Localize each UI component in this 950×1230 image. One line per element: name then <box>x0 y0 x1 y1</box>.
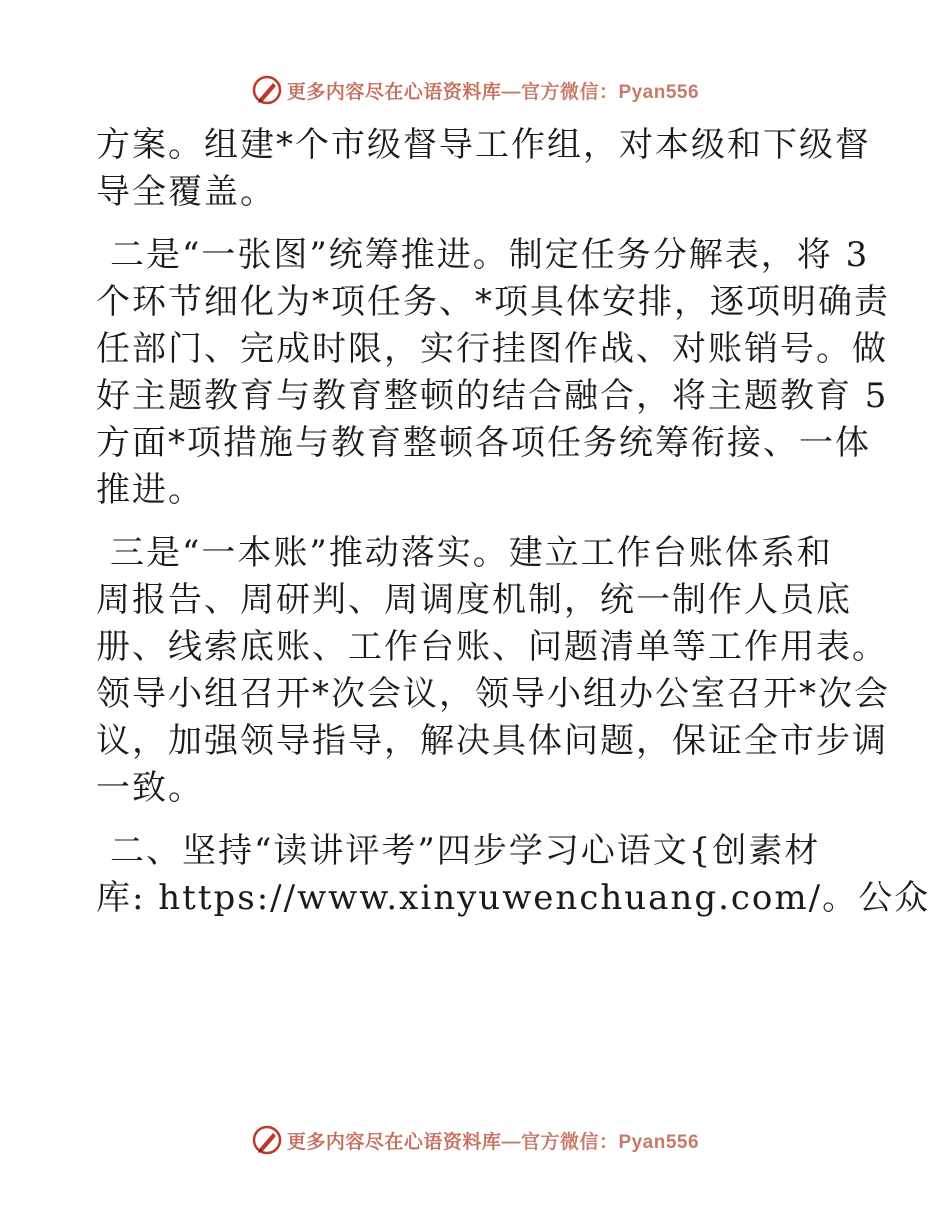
watermark-contact: 官方微信：Pyan556 <box>520 81 700 103</box>
paragraph-3 <box>96 530 890 812</box>
watermark-separator: — <box>501 81 521 103</box>
watermark-brand: 更多内容尽在心语资料库 <box>286 1131 502 1153</box>
document-body <box>96 122 931 922</box>
paragraph-4 <box>96 828 931 922</box>
pen-logo-icon <box>251 74 283 106</box>
text-line: 任部门、完成时限，实行挂图作战、对账销号。做 <box>96 329 888 369</box>
paragraph-2 <box>96 232 890 514</box>
watermark-contact: 官方微信：Pyan556 <box>520 1131 700 1153</box>
text-line: 三是“一本账”推动落实。建立工作台账体系和 <box>110 533 833 573</box>
text-line: 二、坚持“读讲评考”四步学习心语文{创素材 <box>110 831 821 871</box>
paragraph-1 <box>96 122 871 216</box>
text-line: 库: https://www.xinyuwenchuang.com/。公众 <box>96 878 931 918</box>
text-line: 册、线索底账、工作台账、问题清单等工作用表。 <box>96 627 888 667</box>
watermark-brand: 更多内容尽在心语资料库 <box>286 81 502 103</box>
pen-logo-icon <box>251 1124 283 1156</box>
watermark-text <box>287 77 699 104</box>
text-line: 推进。 <box>96 470 204 510</box>
text-line: 领导小组召开*次会议，领导小组办公室召开*次会 <box>96 674 890 714</box>
watermark-text <box>287 1127 699 1154</box>
text-line: 个环节细化为*项任务、*项具体安排，逐项明确责 <box>96 282 890 322</box>
watermark-header <box>0 70 950 110</box>
text-line: 二是“一张图”统筹推进。制定任务分解表，将 3 <box>110 235 870 275</box>
watermark-footer <box>0 1120 950 1160</box>
text-line: 好主题教育与教育整顿的结合融合，将主题教育 5 <box>96 376 889 416</box>
text-line: 议，加强领导指导，解决具体问题，保证全市步调 <box>96 721 888 761</box>
text-line: 周报告、周研判、周调度机制，统一制作人员底 <box>96 580 852 620</box>
text-line: 方面*项措施与教育整顿各项任务统筹衔接、一体 <box>96 423 871 463</box>
text-line: 一致。 <box>96 768 204 808</box>
text-line: 方案。组建*个市级督导工作组，对本级和下级督 <box>96 125 871 165</box>
text-line: 导全覆盖。 <box>96 172 276 212</box>
watermark-separator: — <box>501 1131 521 1153</box>
